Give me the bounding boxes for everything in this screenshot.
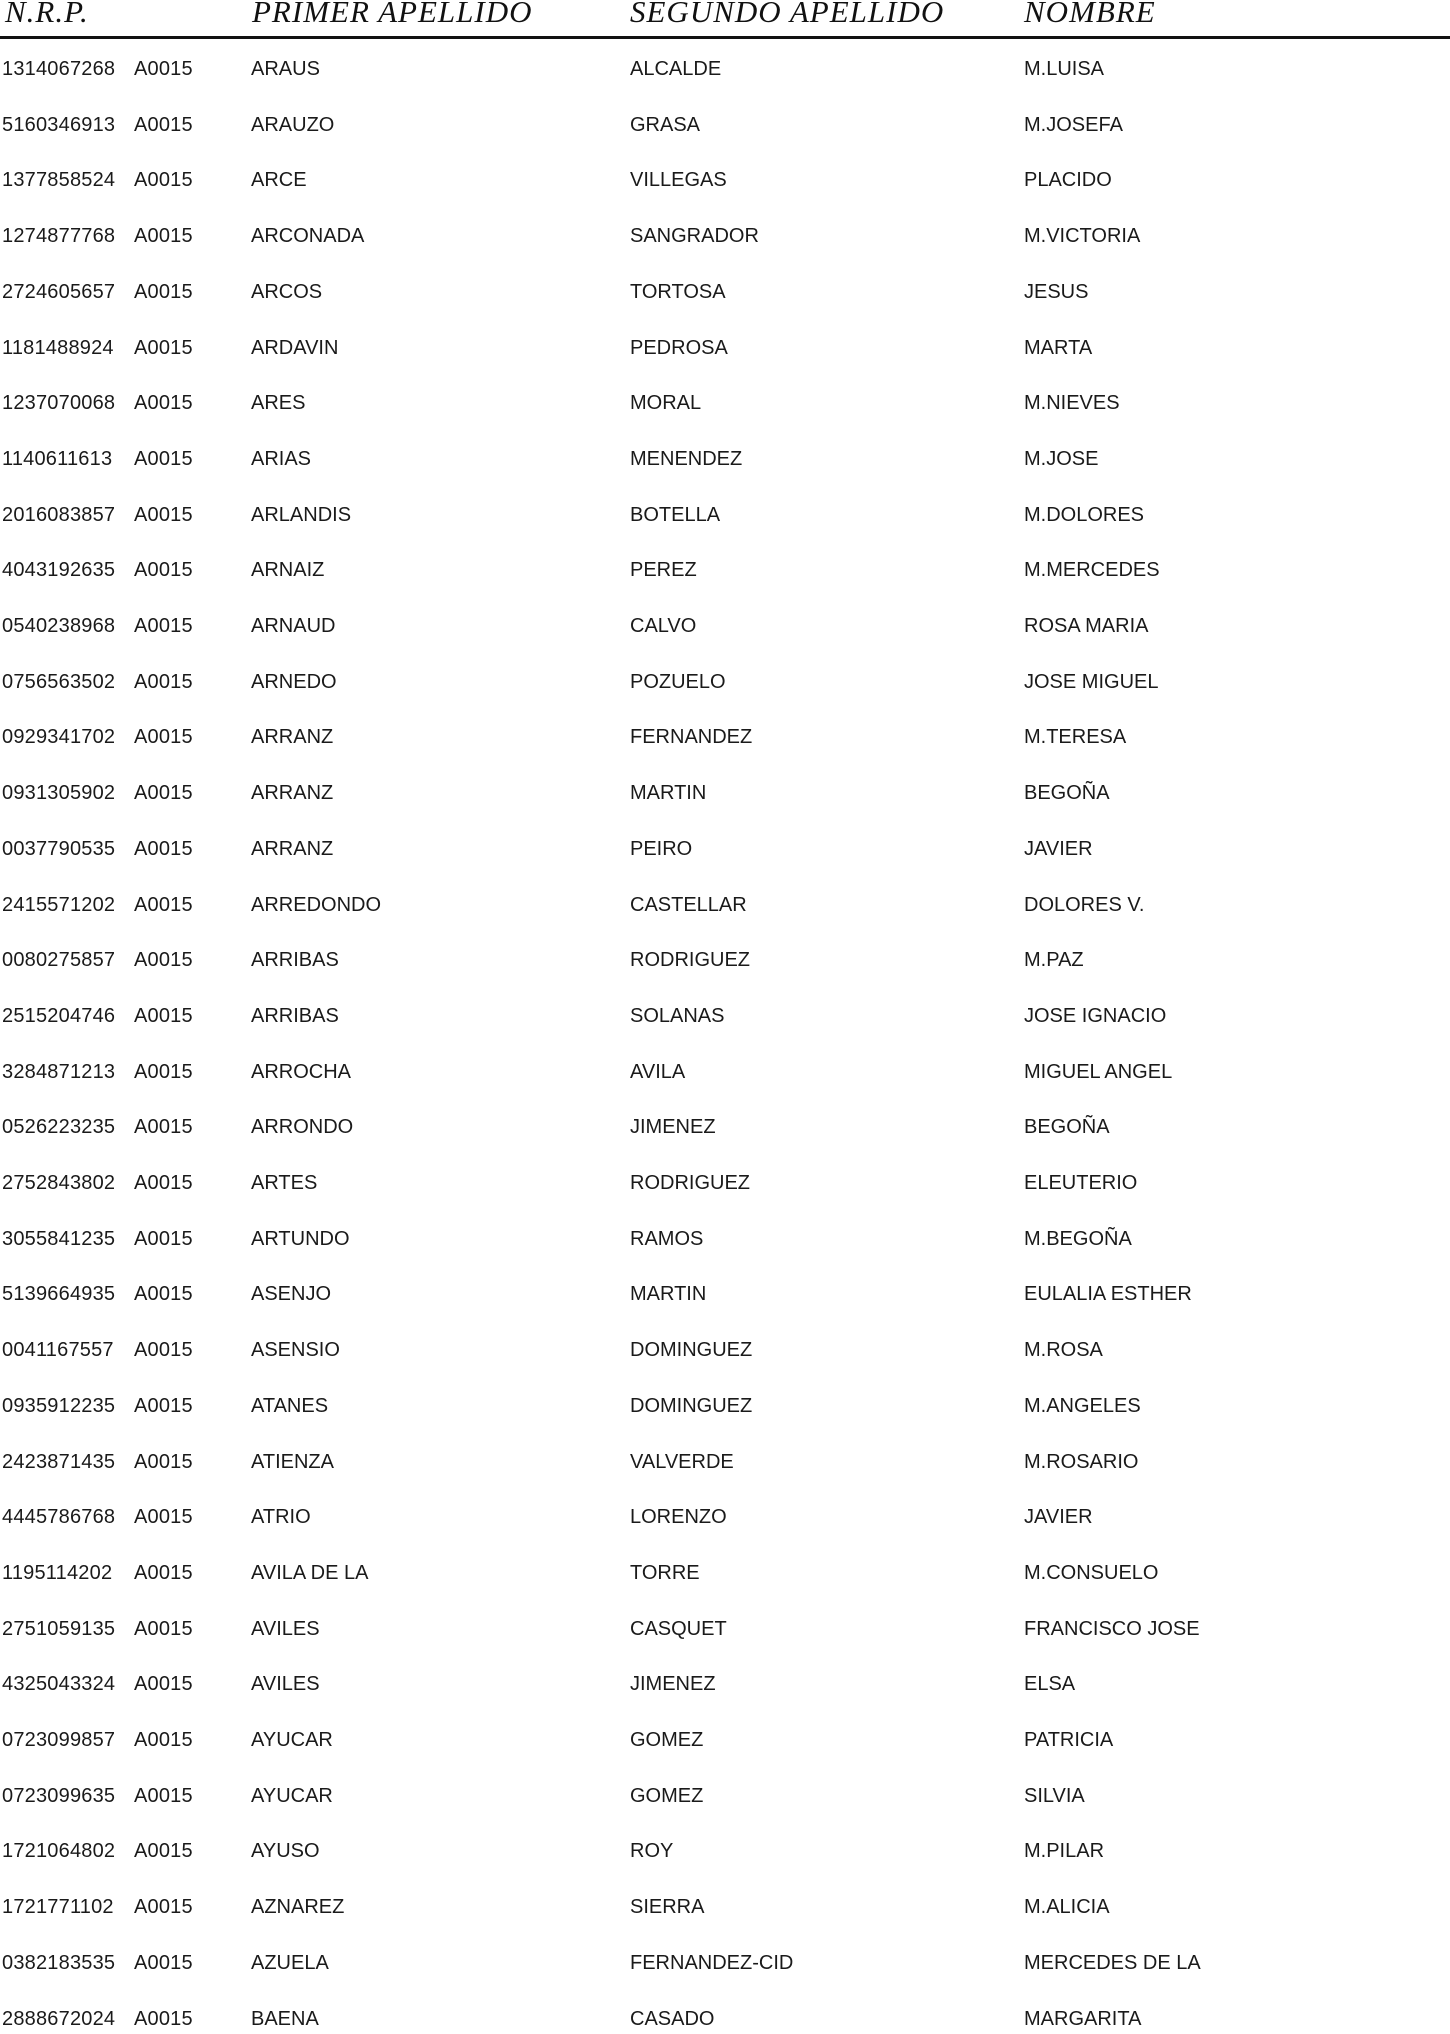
- table-row: [0, 444, 1450, 474]
- row-segundo-apellido: CASTELLAR: [630, 893, 747, 916]
- row-code: A0015: [134, 336, 193, 359]
- row-nombre: JAVIER: [1024, 837, 1093, 860]
- row-nombre: M.BEGOÑA: [1024, 1227, 1132, 1250]
- row-nrp: 2016083857: [2, 503, 116, 526]
- row-nombre: PLACIDO: [1024, 169, 1112, 192]
- row-segundo-apellido: PEIRO: [630, 837, 693, 860]
- row-primer-apellido: ATANES: [251, 1394, 329, 1417]
- table-row: [0, 110, 1450, 140]
- table-row: [0, 1558, 1450, 1588]
- table-row: [0, 1892, 1450, 1922]
- row-nombre: SILVIA: [1024, 1784, 1085, 1807]
- row-primer-apellido: ARAUS: [251, 58, 320, 80]
- table-row: [0, 1057, 1450, 1087]
- row-segundo-apellido: MENENDEZ: [630, 447, 743, 470]
- row-nombre: FRANCISCO JOSE: [1024, 1617, 1200, 1640]
- row-code: A0015: [134, 447, 193, 470]
- row-segundo-apellido: RODRIGUEZ: [630, 949, 750, 972]
- row-nrp: 0080275857: [2, 949, 116, 972]
- row-primer-apellido: ARIAS: [251, 447, 312, 470]
- row-code: A0015: [134, 726, 193, 749]
- row-code: A0015: [134, 670, 193, 693]
- row-segundo-apellido: MARTIN: [630, 782, 707, 805]
- row-primer-apellido: ARAUZO: [251, 113, 335, 136]
- row-code: A0015: [134, 113, 193, 136]
- row-segundo-apellido: DOMINGUEZ: [630, 1339, 753, 1362]
- row-nrp: 4043192635: [2, 559, 116, 582]
- table-row: [0, 1001, 1450, 1031]
- row-nombre: M.PILAR: [1024, 1840, 1105, 1863]
- row-segundo-apellido: MORAL: [630, 392, 702, 415]
- row-nrp: 0723099635: [2, 1784, 116, 1807]
- row-primer-apellido: ARRIBAS: [251, 1004, 339, 1027]
- row-nrp: 0723099857: [2, 1729, 116, 1751]
- row-segundo-apellido: POZUELO: [630, 670, 726, 693]
- table-row: [0, 1781, 1450, 1811]
- row-nombre: ROSA MARIA: [1024, 615, 1149, 637]
- table-row: [0, 2004, 1450, 2034]
- row-nrp: 1721771102: [2, 1896, 114, 1919]
- row-code: A0015: [134, 949, 193, 972]
- row-nombre: BEGOÑA: [1024, 1116, 1110, 1139]
- row-segundo-apellido: SIERRA: [630, 1896, 705, 1919]
- table-row: [0, 388, 1450, 418]
- row-nrp: 1377858524: [2, 169, 116, 192]
- row-segundo-apellido: TORTOSA: [630, 280, 726, 303]
- row-segundo-apellido: VALVERDE: [630, 1450, 734, 1473]
- row-primer-apellido: AVILES: [251, 1617, 320, 1640]
- table-row: [0, 277, 1450, 307]
- row-primer-apellido: ASENSIO: [251, 1339, 340, 1362]
- row-nombre: M.NIEVES: [1024, 392, 1120, 415]
- table-row: [0, 500, 1450, 530]
- row-nombre: JESUS: [1024, 280, 1089, 303]
- row-code: A0015: [134, 1673, 193, 1696]
- row-segundo-apellido: VILLEGAS: [630, 169, 727, 192]
- row-nombre: M.CONSUELO: [1024, 1561, 1159, 1584]
- row-primer-apellido: AYUCAR: [251, 1729, 333, 1751]
- row-primer-apellido: ARRANZ: [251, 726, 334, 749]
- row-primer-apellido: ARROCHA: [251, 1060, 352, 1083]
- row-primer-apellido: ARLANDIS: [251, 503, 352, 526]
- row-code: A0015: [134, 1506, 193, 1529]
- header-primer-apellido: PRIMER APELLIDO: [252, 0, 533, 29]
- row-nrp: 3284871213: [2, 1060, 116, 1083]
- row-nrp: 0382183535: [2, 1951, 116, 1974]
- row-nrp: 5160346913: [2, 113, 116, 136]
- row-code: A0015: [134, 280, 193, 303]
- row-segundo-apellido: JIMENEZ: [630, 1673, 716, 1696]
- table-row: [0, 1168, 1450, 1198]
- row-segundo-apellido: FERNANDEZ: [630, 726, 753, 749]
- row-nrp: 0540238968: [2, 615, 116, 637]
- row-nrp: 2724605657: [2, 280, 116, 303]
- row-primer-apellido: ARRANZ: [251, 782, 334, 805]
- row-primer-apellido: ASENJO: [251, 1283, 332, 1306]
- table-row: [0, 1836, 1450, 1866]
- header-segundo-apellido: SEGUNDO APELLIDO: [630, 0, 945, 29]
- row-segundo-apellido: SANGRADOR: [630, 225, 759, 248]
- table-row: [0, 611, 1450, 641]
- table-row: [0, 1447, 1450, 1477]
- row-code: A0015: [134, 559, 193, 582]
- row-nombre: DOLORES V.: [1024, 893, 1145, 916]
- row-nombre: M.DOLORES: [1024, 503, 1145, 526]
- table-row: [0, 1725, 1450, 1755]
- row-nombre: PATRICIA: [1024, 1729, 1114, 1751]
- row-segundo-apellido: SOLANAS: [630, 1004, 725, 1027]
- header-nrp: N.R.P.: [5, 0, 89, 29]
- row-primer-apellido: ATRIO: [251, 1506, 311, 1529]
- table-row: [0, 333, 1450, 363]
- row-primer-apellido: ARES: [251, 392, 306, 415]
- row-code: A0015: [134, 1060, 193, 1083]
- row-segundo-apellido: ROY: [630, 1840, 674, 1863]
- row-nombre: M.JOSEFA: [1024, 113, 1123, 136]
- row-primer-apellido: AVILES: [251, 1673, 320, 1696]
- row-primer-apellido: ARRANZ: [251, 837, 334, 860]
- row-nombre: M.VICTORIA: [1024, 225, 1141, 248]
- row-nombre: M.PAZ: [1024, 949, 1084, 972]
- row-primer-apellido: AYUCAR: [251, 1784, 333, 1807]
- row-nrp: 0037790535: [2, 837, 116, 860]
- row-nombre: ELSA: [1024, 1673, 1076, 1696]
- row-code: A0015: [134, 1116, 193, 1139]
- row-primer-apellido: AZUELA: [251, 1951, 329, 1974]
- row-code: A0015: [134, 1172, 193, 1194]
- row-nrp: 1181488924: [2, 336, 114, 359]
- row-nombre: JOSE IGNACIO: [1024, 1004, 1167, 1027]
- row-nombre: JAVIER: [1024, 1506, 1093, 1529]
- row-segundo-apellido: RODRIGUEZ: [630, 1172, 750, 1194]
- row-code: A0015: [134, 1896, 193, 1919]
- table-row: [0, 778, 1450, 808]
- row-code: A0015: [134, 1729, 193, 1751]
- row-nrp: 4445786768: [2, 1506, 116, 1529]
- row-primer-apellido: ARRIBAS: [251, 949, 339, 972]
- row-primer-apellido: ARNAUD: [251, 615, 336, 637]
- row-code: A0015: [134, 392, 193, 415]
- row-nrp: 2515204746: [2, 1004, 116, 1027]
- row-nombre: M.ROSA: [1024, 1339, 1103, 1362]
- row-primer-apellido: ARDAVIN: [251, 336, 339, 359]
- row-nrp: 2423871435: [2, 1450, 116, 1473]
- row-code: A0015: [134, 1840, 193, 1863]
- table-row: [0, 945, 1450, 975]
- row-nrp: 5139664935: [2, 1283, 116, 1306]
- row-code: A0015: [134, 1450, 193, 1473]
- row-primer-apellido: ARNEDO: [251, 670, 337, 693]
- row-primer-apellido: ARREDONDO: [251, 893, 382, 916]
- row-segundo-apellido: JIMENEZ: [630, 1116, 716, 1139]
- row-segundo-apellido: GOMEZ: [630, 1784, 704, 1807]
- row-code: A0015: [134, 1617, 193, 1640]
- table-row: [0, 1669, 1450, 1699]
- table-row: [0, 1279, 1450, 1309]
- row-primer-apellido: AYUSO: [251, 1840, 320, 1863]
- row-code: A0015: [134, 1394, 193, 1417]
- row-segundo-apellido: ALCALDE: [630, 58, 722, 80]
- row-nrp: 0041167557: [2, 1339, 114, 1362]
- row-nombre: M.ROSARIO: [1024, 1450, 1139, 1473]
- row-primer-apellido: ARTES: [251, 1172, 318, 1194]
- table-row: [0, 1614, 1450, 1644]
- row-nrp: 2415571202: [2, 893, 116, 916]
- row-nombre: MIGUEL ANGEL: [1024, 1060, 1173, 1083]
- row-primer-apellido: ATIENZA: [251, 1450, 334, 1473]
- row-primer-apellido: BAENA: [251, 2007, 319, 2030]
- row-segundo-apellido: GRASA: [630, 113, 701, 136]
- row-segundo-apellido: CASQUET: [630, 1617, 727, 1640]
- row-code: A0015: [134, 1951, 193, 1974]
- row-nrp: 1721064802: [2, 1840, 116, 1863]
- table-row: [0, 1502, 1450, 1532]
- row-nrp: 1140611613: [2, 447, 113, 470]
- row-segundo-apellido: TORRE: [630, 1561, 700, 1584]
- row-code: A0015: [134, 782, 193, 805]
- row-nombre: MARTA: [1024, 336, 1093, 359]
- row-code: A0015: [134, 615, 193, 637]
- table-row: [0, 1948, 1450, 1978]
- row-primer-apellido: ARCOS: [251, 280, 323, 303]
- row-nrp: 1314067268: [2, 58, 116, 80]
- row-segundo-apellido: BOTELLA: [630, 503, 721, 526]
- row-code: A0015: [134, 1004, 193, 1027]
- row-primer-apellido: ARCE: [251, 169, 307, 192]
- table-row: [0, 1391, 1450, 1421]
- row-nombre: ELEUTERIO: [1024, 1172, 1138, 1194]
- row-code: A0015: [134, 503, 193, 526]
- table-row: [0, 834, 1450, 864]
- row-code: A0015: [134, 2007, 193, 2030]
- row-code: A0015: [134, 1283, 193, 1306]
- row-nrp: 4325043324: [2, 1673, 116, 1696]
- row-code: A0015: [134, 837, 193, 860]
- row-segundo-apellido: CALVO: [630, 615, 697, 637]
- row-nrp: 1195114202: [2, 1561, 113, 1584]
- row-segundo-apellido: RAMOS: [630, 1227, 704, 1250]
- row-nombre: MARGARITA: [1024, 2007, 1142, 2030]
- row-primer-apellido: ARRONDO: [251, 1116, 354, 1139]
- row-primer-apellido: AZNAREZ: [251, 1896, 345, 1919]
- row-code: A0015: [134, 225, 193, 248]
- row-segundo-apellido: GOMEZ: [630, 1729, 704, 1751]
- table-row: [0, 1224, 1450, 1254]
- row-nrp: 0931305902: [2, 782, 116, 805]
- row-nombre: M.MERCEDES: [1024, 559, 1160, 582]
- row-nombre: M.ANGELES: [1024, 1394, 1141, 1417]
- row-nrp: 2752843802: [2, 1172, 116, 1194]
- table-row: [0, 1335, 1450, 1365]
- row-segundo-apellido: AVILA: [630, 1060, 686, 1083]
- row-nrp: 0929341702: [2, 726, 116, 749]
- row-nrp: 0526223235: [2, 1116, 116, 1139]
- table-row: [0, 555, 1450, 585]
- row-code: A0015: [134, 1561, 193, 1584]
- header-nombre: NOMBRE: [1024, 0, 1156, 29]
- row-nrp: 2888672024: [2, 2007, 116, 2030]
- row-primer-apellido: AVILA DE LA: [251, 1561, 369, 1584]
- row-segundo-apellido: PEDROSA: [630, 336, 728, 359]
- row-segundo-apellido: DOMINGUEZ: [630, 1394, 753, 1417]
- row-segundo-apellido: PEREZ: [630, 559, 697, 582]
- table-row: [0, 165, 1450, 195]
- row-segundo-apellido: MARTIN: [630, 1283, 707, 1306]
- row-nombre: MERCEDES DE LA: [1024, 1951, 1201, 1974]
- row-primer-apellido: ARNAIZ: [251, 559, 325, 582]
- table-row: [0, 667, 1450, 697]
- table-row: [0, 54, 1450, 84]
- row-nrp: 2751059135: [2, 1617, 116, 1640]
- table-row: [0, 221, 1450, 251]
- row-nombre: M.ALICIA: [1024, 1896, 1110, 1919]
- row-nrp: 0935912235: [2, 1394, 116, 1417]
- table-row: [0, 1112, 1450, 1142]
- row-code: A0015: [134, 893, 193, 916]
- row-nombre: M.TERESA: [1024, 726, 1127, 749]
- row-code: A0015: [134, 1227, 193, 1250]
- row-code: A0015: [134, 1784, 193, 1807]
- row-nrp: 1274877768: [2, 225, 116, 248]
- row-nrp: 1237070068: [2, 392, 116, 415]
- row-nombre: EULALIA ESTHER: [1024, 1283, 1192, 1306]
- row-primer-apellido: ARCONADA: [251, 225, 365, 248]
- row-nrp: 0756563502: [2, 670, 116, 693]
- table-row: [0, 890, 1450, 920]
- row-code: A0015: [134, 58, 193, 80]
- row-nombre: BEGOÑA: [1024, 782, 1110, 805]
- row-code: A0015: [134, 169, 193, 192]
- row-nombre: M.JOSE: [1024, 447, 1099, 470]
- row-segundo-apellido: FERNANDEZ-CID: [630, 1951, 794, 1974]
- row-nrp: 3055841235: [2, 1227, 116, 1250]
- table-row: [0, 722, 1450, 752]
- row-nombre: JOSE MIGUEL: [1024, 670, 1159, 693]
- row-primer-apellido: ARTUNDO: [251, 1227, 350, 1250]
- row-code: A0015: [134, 1339, 193, 1362]
- row-segundo-apellido: LORENZO: [630, 1506, 727, 1529]
- row-segundo-apellido: CASADO: [630, 2007, 715, 2030]
- row-nombre: M.LUISA: [1024, 58, 1105, 80]
